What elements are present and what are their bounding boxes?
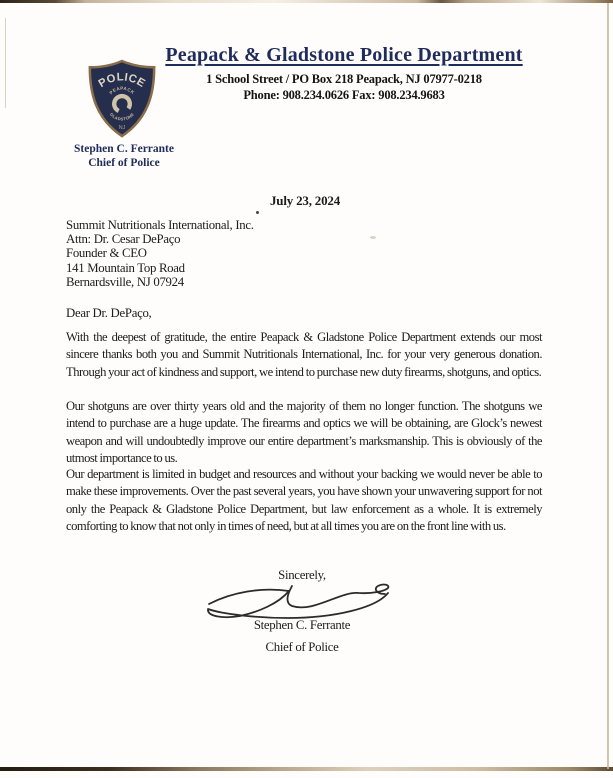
letterhead-official (62, 142, 186, 170)
salutation: Dear Dr. DePaço, (66, 306, 152, 320)
recipient-line: Bernardsville, NJ 07924 (66, 274, 184, 289)
recipient-line: Summit Nutritionals International, Inc. (66, 218, 254, 232)
recipient-line: Attn: Dr. Cesar DePaço (66, 232, 181, 247)
scan-speck (256, 211, 259, 214)
department-name: Peapack & Gladstone Police Department (165, 44, 523, 66)
letter-date: July 23, 2024 (270, 193, 340, 208)
scan-edge-left (5, 18, 6, 108)
scan-speck (370, 236, 376, 239)
closing-block (182, 568, 422, 654)
police-badge-icon (83, 57, 161, 141)
scan-edge-right (607, 3, 609, 769)
badge-top-text: POLICE (96, 71, 148, 91)
department-phone-fax: Phone: 908.234.0626 Fax: 908.234.9683 (243, 88, 445, 102)
recipient-line: 141 Mountain Top Road (66, 260, 185, 275)
official-title: Chief of Police (88, 157, 160, 169)
recipient-address-block (66, 218, 254, 289)
scan-edge-top (0, 0, 613, 3)
body-paragraph-1: With the deepest of gratitude, the entire Peapack & Gladstone Police Department extends our most sincere thanks both you and Summit Nutritionals International, Inc. for your very generous donation. Through your act of kindness and support, we intend to purchase new duty firearms, shotguns, and optics. (66, 330, 542, 379)
signer-title: Chief of Police (265, 640, 339, 654)
official-name: Stephen C. Ferrante (74, 143, 174, 155)
body-paragraph-3: Our department is limited in budget and resources and without your backing we would never be able to make these improvements. Over the past several years, you have shown your unwavering support for not only the Peapack & Gladstone Police Department, but law enforcement as a whole. It is extremely comforting to know that not only in times of need, but at all times you are on the front line with us. (66, 467, 542, 534)
badge-ring-bottom-text: GLADSTONE (108, 111, 136, 122)
closing-word: Sincerely, (278, 568, 326, 582)
scan-edge-bottom (0, 767, 613, 771)
body-paragraph-2: Our shotguns are over thirty years old and the majority of them no longer function. The shotguns we intend to purchase are a huge update. The firearms and optics we will be obtaining, are Glock’s newest weapon and will undoubtedly improve our entire department’s marksmanship. This is obviously of the utmost importance to us. (66, 399, 542, 466)
letterhead (163, 44, 525, 103)
badge-bottom-text: NJ (118, 125, 126, 132)
department-address: 1 School Street / PO Box 218 Peapack, NJ 07977-0218 (206, 72, 482, 86)
recipient-line: Founder & CEO (66, 246, 147, 261)
badge-ring-top-text: PEAPACK (108, 85, 136, 96)
signer-name: Stephen C. Ferrante (253, 618, 351, 632)
